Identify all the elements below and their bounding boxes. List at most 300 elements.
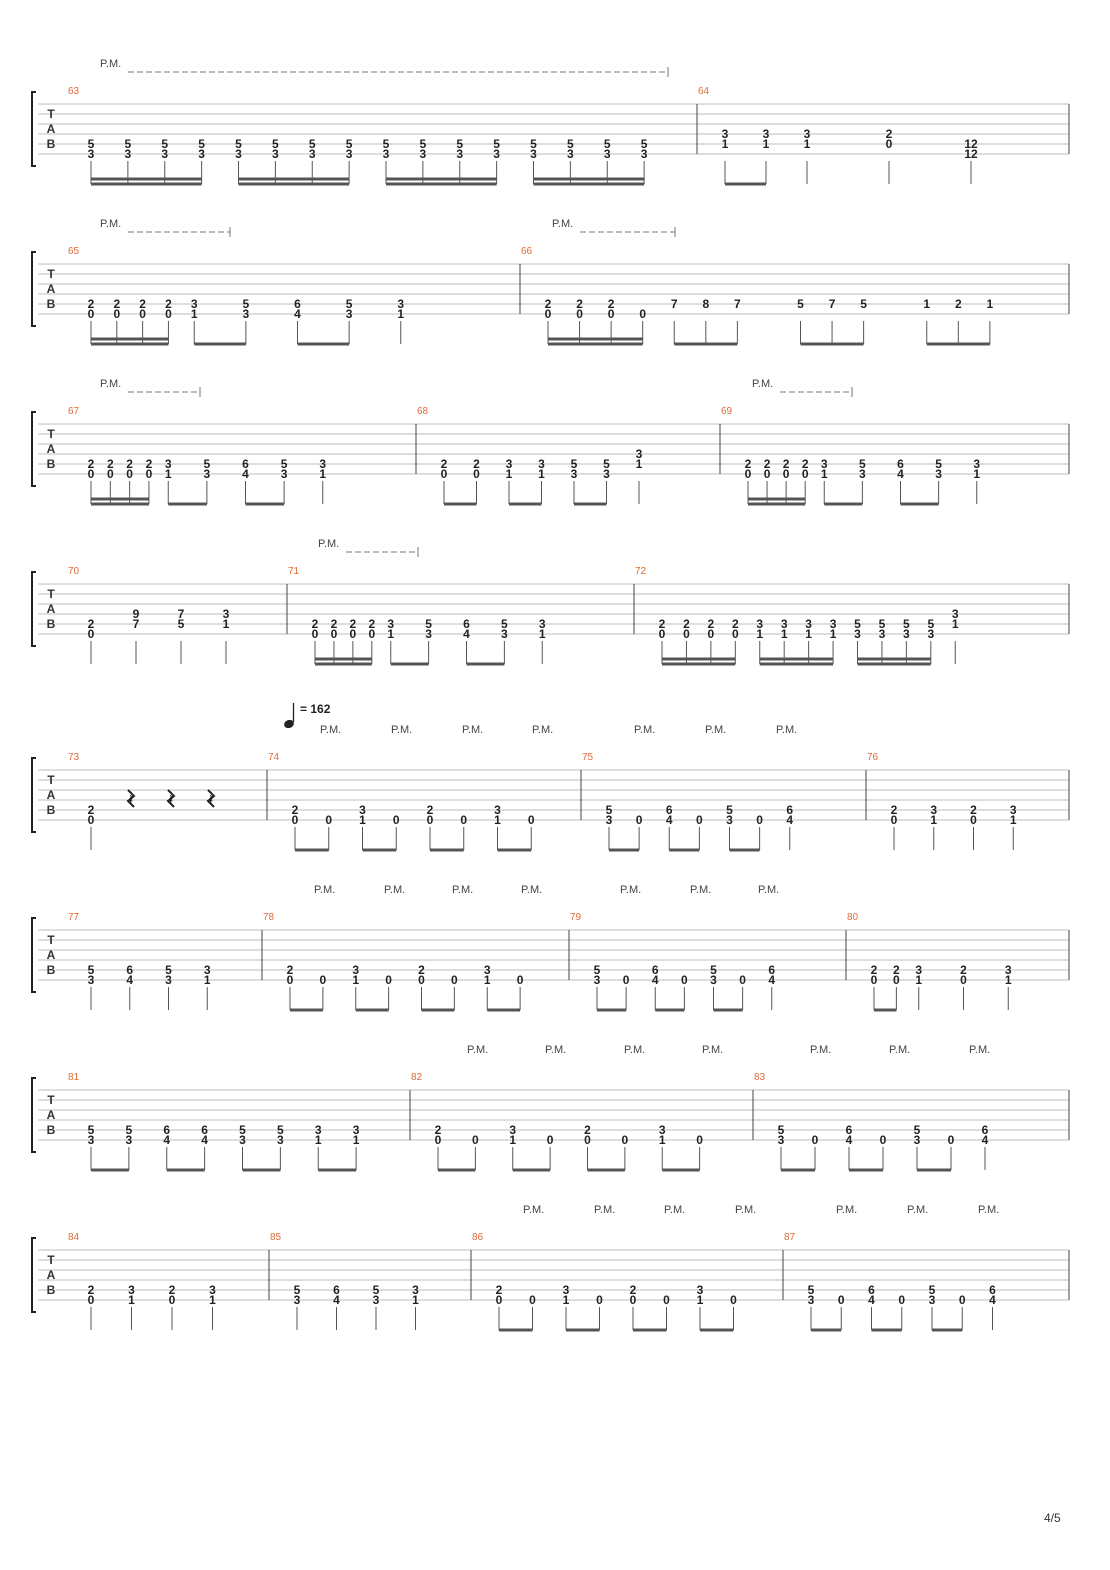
fret-number: 0 [870,973,878,987]
fret-number: 2 [658,617,666,631]
fret-number: 2 [145,457,153,471]
fret-number: 3 [501,627,508,641]
fret-number: 6 [868,1283,875,1297]
tab-clef-letter: T [47,1093,55,1107]
palm-mute-label: P.M. [624,1044,646,1056]
fret-number: 0 [576,307,583,321]
fret-number: 2 [495,1283,503,1297]
measure-number: 77 [68,912,80,923]
fret-number: 3 [913,1133,921,1147]
tab-clef-letter: B [46,1123,56,1137]
fret-number: 5 [382,137,390,151]
fret-number: 0 [87,1293,95,1307]
fret-number: 1 [951,617,959,631]
fret-number: 5 [372,1283,380,1297]
fret-number: 0 [87,627,95,641]
fret-number: 2 [683,617,690,631]
system-bracket [32,1238,36,1312]
fret-number: 3 [494,803,501,817]
fret-number: 3 [235,147,242,161]
fret-number: 0 [629,1293,637,1307]
fret-number: 1 [538,627,546,641]
system-bracket [32,918,36,992]
fret-number: 3 [493,147,500,161]
palm-mute-label: P.M. [384,884,406,896]
fret-number: 2 [629,1283,637,1297]
fret-number: 5 [797,297,804,311]
fret-number: 0 [168,1293,176,1307]
fret-number: 2 [418,963,425,977]
fret-number: 0 [319,973,327,987]
fret-number: 2 [885,127,893,141]
measure-number: 79 [570,912,582,923]
fret-number: 7 [734,297,741,311]
measure-number: 72 [635,566,647,577]
fret-number: 1 [319,467,327,481]
fret-number: 0 [472,1133,479,1147]
fret-number: 3 [538,617,546,631]
tab-clef-letter: B [46,457,56,471]
fret-number: 7 [670,297,678,311]
fret-number: 0 [663,1293,670,1307]
fret-number: 5 [87,1123,95,1137]
tab-system [32,218,1069,344]
fret-number: 5 [425,617,432,631]
fret-number: 2 [954,297,962,311]
fret-number: 3 [780,617,788,631]
fret-number: 5 [854,617,861,631]
fret-number: 5 [277,1123,284,1137]
fret-number: 0 [696,813,703,827]
fret-number: 0 [139,307,146,321]
measure-number: 66 [521,246,533,257]
fret-number: 0 [87,813,95,827]
palm-mute-label: P.M. [690,884,712,896]
fret-number: 3 [456,147,464,161]
tab-clef-letter: A [46,1268,56,1282]
fret-number: 2 [165,297,172,311]
fret-number: 5 [860,297,867,311]
fret-number: 2 [782,457,790,471]
fret-number: 5 [198,137,205,151]
tab-clef-letter: T [47,267,55,281]
fret-number: 12 [964,137,978,151]
fret-number: 2 [960,963,967,977]
fret-number: 0 [635,813,643,827]
fret-number: 3 [570,467,578,481]
fret-number: 3 [829,617,837,631]
fret-number: 1 [538,467,545,481]
measure-number: 69 [721,406,733,417]
fret-number: 0 [811,1133,819,1147]
fret-number: 0 [885,137,893,151]
fret-number: 1 [352,1133,360,1147]
fret-number: 5 [567,137,574,151]
fret-number: 5 [935,457,942,471]
fret-number: 0 [106,467,114,481]
tempo-marking: = 162 [300,702,331,716]
palm-mute-label: P.M. [634,724,656,736]
fret-number: 5 [710,963,717,977]
fret-number: 2 [434,1123,442,1137]
fret-number: 6 [665,803,673,817]
fret-number: 4 [294,307,301,321]
fret-number: 0 [639,307,647,321]
fret-number: 9 [132,607,140,621]
fret-number: 4 [201,1133,208,1147]
tab-clef-letter: T [47,1253,55,1267]
fret-number: 3 [319,457,327,471]
fret-number: 5 [807,1283,815,1297]
fret-number: 3 [387,617,395,631]
fret-number: 0 [87,307,95,321]
fret-number: 3 [820,457,828,471]
fret-number: 1 [762,137,770,151]
fret-number: 4 [786,813,794,827]
fret-number: 0 [730,1293,737,1307]
fret-number: 3 [603,147,611,161]
fret-number: 0 [898,1293,906,1307]
fret-number: 5 [640,137,648,151]
fret-number: 5 [280,457,288,471]
fret-number: 5 [124,137,132,151]
fret-number: 5 [161,137,169,151]
fret-number: 1 [209,1293,216,1307]
palm-mute-label: P.M. [810,1044,832,1056]
fret-number: 6 [201,1123,208,1137]
palm-mute-label: P.M. [702,1044,724,1056]
fret-number: 5 [777,1123,785,1137]
fret-number: 3 [935,467,942,481]
system-bracket [32,1078,36,1152]
fret-number: 5 [903,617,910,631]
fret-number: 5 [345,297,353,311]
fret-number: 3 [293,1293,301,1307]
fret-number: 0 [426,813,434,827]
fret-number: 2 [801,457,809,471]
fret-number: 2 [330,617,338,631]
fret-number: 1 [915,973,923,987]
fret-number: 3 [161,147,169,161]
fret-number: 5 [345,137,353,151]
system-bracket [32,572,36,646]
tab-clef-letter: T [47,107,55,121]
fret-number: 1 [1004,973,1012,987]
palm-mute-label: P.M. [320,724,342,736]
fret-number: 6 [294,297,301,311]
fret-number: 0 [529,1293,536,1307]
fret-number: 3 [425,627,432,641]
tab-clef-letter: B [46,617,56,631]
page-number: 4/5 [1044,1511,1061,1525]
fret-number: 5 [603,137,611,151]
palm-mute-label: P.M. [521,884,543,896]
fret-number: 3 [593,973,601,987]
fret-number: 1 [923,297,931,311]
tab-clef-letter: T [47,427,55,441]
tab-clef-letter: B [46,297,56,311]
tab-clef-letter: A [46,602,56,616]
fret-number: 4 [845,1133,853,1147]
fret-number: 6 [981,1123,989,1137]
fret-number: 5 [927,617,935,631]
fret-number: 2 [87,297,95,311]
fret-number: 2 [893,963,900,977]
fret-number: 0 [325,813,333,827]
fret-number: 0 [707,627,715,641]
fret-number: 0 [145,467,153,481]
fret-number: 5 [928,1283,936,1297]
fret-number: 1 [721,137,729,151]
palm-mute-label: P.M. [391,724,413,736]
fret-number: 2 [970,803,977,817]
fret-number: 6 [768,963,776,977]
palm-mute-label: P.M. [552,218,574,230]
fret-number: 5 [308,137,316,151]
fret-number: 5 [177,617,185,631]
fret-number: 0 [330,627,338,641]
fret-number: 0 [460,813,468,827]
fret-number: 2 [890,803,898,817]
fret-number: 0 [681,973,688,987]
fret-number: 3 [419,147,427,161]
fret-number: 6 [845,1123,853,1137]
fret-number: 3 [397,297,405,311]
palm-mute-label: P.M. [705,724,727,736]
tab-system [32,702,1069,850]
fret-number: 1 [352,973,360,987]
fret-number: 4 [651,973,659,987]
fret-number: 1 [973,467,981,481]
measure-number: 75 [582,752,594,763]
fret-number: 8 [702,297,710,311]
fret-number: 3 [203,467,211,481]
fret-number: 5 [603,457,610,471]
fret-number: 0 [621,1133,629,1147]
fret-number: 2 [113,297,121,311]
fret-number: 0 [658,627,666,641]
fret-number: 3 [696,1283,704,1297]
fret-number: 3 [277,1133,284,1147]
fret-number: 3 [203,963,211,977]
fret-number: 1 [635,457,643,471]
fret-number: 0 [801,467,809,481]
fret-number: 0 [286,973,294,987]
fret-number: 2 [707,617,715,631]
fret-number: 3 [352,1123,360,1137]
fret-number: 3 [721,127,729,141]
fret-number: 0 [947,1133,955,1147]
tab-clef-letter: A [46,122,56,136]
palm-mute-label: P.M. [889,1044,911,1056]
fret-number: 1 [986,297,994,311]
fret-number: 2 [139,297,146,311]
tab-system [32,884,1069,1010]
fret-number: 5 [878,617,886,631]
fret-number: 6 [989,1283,996,1297]
fret-number: 6 [163,1123,171,1137]
fret-number: 0 [527,813,535,827]
fret-number: 0 [440,467,448,481]
fret-number: 2 [87,1283,95,1297]
fret-number: 4 [665,813,673,827]
measure-number: 68 [417,406,429,417]
fret-number: 0 [622,973,630,987]
fret-number: 3 [412,1283,419,1297]
tab-clef-letter: A [46,788,56,802]
fret-number: 5 [605,803,613,817]
fret-number: 3 [859,467,866,481]
tab-clef-letter: B [46,803,56,817]
fret-number: 5 [593,963,601,977]
fret-number: 2 [87,457,95,471]
fret-number: 0 [763,467,771,481]
fret-number: 5 [501,617,508,631]
fret-number: 3 [805,617,812,631]
fret-number: 1 [314,1133,322,1147]
fret-number: 3 [239,1133,246,1147]
fret-number: 0 [970,813,977,827]
palm-mute-label: P.M. [100,378,122,390]
fret-number: 1 [509,1133,517,1147]
fret-number: 2 [106,457,114,471]
palm-mute-label: P.M. [523,1204,545,1216]
fret-number: 3 [807,1293,815,1307]
tab-system [32,1044,1069,1170]
fret-number: 6 [242,457,249,471]
fret-number: 0 [893,973,900,987]
fret-number: 7 [132,617,140,631]
fret-number: 4 [981,1133,989,1147]
fret-number: 5 [203,457,211,471]
fret-number: 5 [456,137,464,151]
fret-number: 1 [494,813,501,827]
measure-number: 83 [754,1072,766,1083]
palm-mute-label: P.M. [664,1204,686,1216]
fret-number: 3 [165,973,172,987]
fret-number: 1 [412,1293,419,1307]
fret-number: 5 [293,1283,301,1297]
measure-number: 85 [270,1232,282,1243]
fret-number: 1 [1009,813,1017,827]
fret-number: 2 [763,457,771,471]
tab-system [32,1204,1069,1330]
fret-number: 4 [333,1293,340,1307]
fret-number: 6 [126,963,134,977]
fret-number: 6 [897,457,904,471]
tab-clef-letter: A [46,282,56,296]
fret-number: 3 [198,147,205,161]
fret-number: 2 [870,963,878,977]
fret-number: 3 [635,447,643,461]
fret-number: 1 [222,617,230,631]
rest-symbol: 𝄽 [129,792,133,806]
palm-mute-label: P.M. [100,58,122,70]
fret-number: 5 [859,457,866,471]
fret-number: 3 [803,127,811,141]
fret-number: 3 [777,1133,785,1147]
fret-number: 3 [605,813,613,827]
fret-number: 5 [87,137,95,151]
fret-number: 3 [209,1283,216,1297]
fret-number: 0 [368,627,376,641]
fret-number: 2 [286,963,294,977]
fret-number: 3 [878,627,886,641]
fret-number: 0 [451,973,458,987]
tab-clef-letter: T [47,587,55,601]
fret-number: 0 [744,467,752,481]
measure-number: 78 [263,912,275,923]
fret-number: 3 [272,147,279,161]
measure-number: 87 [784,1232,796,1243]
fret-number: 1 [930,813,938,827]
fret-number: 3 [1009,803,1017,817]
fret-number: 3 [903,627,910,641]
palm-mute-label: P.M. [620,884,642,896]
tab-clef-letter: A [46,948,56,962]
measure-number: 63 [68,86,80,97]
fret-number: 3 [382,147,390,161]
fret-number: 3 [190,297,198,311]
fret-number: 3 [928,1293,936,1307]
palm-mute-label: P.M. [978,1204,1000,1216]
palm-mute-label: P.M. [100,218,122,230]
tab-clef-letter: T [47,933,55,947]
fret-number: 5 [242,297,250,311]
measure-number: 64 [698,86,710,97]
fret-number: 2 [607,297,615,311]
fret-number: 2 [349,617,357,631]
fret-number: 1 [803,137,811,151]
fret-number: 3 [973,457,981,471]
fret-number: 3 [242,307,250,321]
fret-number: 3 [756,617,764,631]
fret-number: 3 [726,813,733,827]
fret-number: 4 [242,467,249,481]
palm-mute-label: P.M. [532,724,554,736]
fret-number: 5 [87,963,95,977]
tab-system [32,538,1069,664]
measure-number: 74 [268,752,280,763]
fret-number: 2 [576,297,583,311]
fret-number: 0 [311,627,319,641]
fret-number: 1 [820,467,828,481]
fret-number: 5 [530,137,537,151]
fret-number: 0 [739,973,746,987]
palm-mute-label: P.M. [758,884,780,896]
fret-number: 2 [291,803,299,817]
fret-number: 5 [913,1123,921,1137]
fret-number: 3 [710,973,717,987]
fret-number: 0 [958,1293,966,1307]
fret-number: 1 [562,1293,570,1307]
fret-number: 2 [426,803,434,817]
fret-number: 3 [352,963,360,977]
palm-mute-label: P.M. [836,1204,858,1216]
fret-number: 1 [805,627,812,641]
fret-number: 0 [837,1293,845,1307]
measure-number: 80 [847,912,859,923]
fret-number: 6 [333,1283,340,1297]
fret-number: 3 [87,1133,95,1147]
palm-mute-label: P.M. [752,378,774,390]
palm-mute-label: P.M. [907,1204,929,1216]
measure-number: 81 [68,1072,80,1083]
fret-number: 5 [570,457,578,471]
fret-number: 6 [786,803,794,817]
fret-number: 1 [387,627,395,641]
fret-number: 3 [345,147,353,161]
